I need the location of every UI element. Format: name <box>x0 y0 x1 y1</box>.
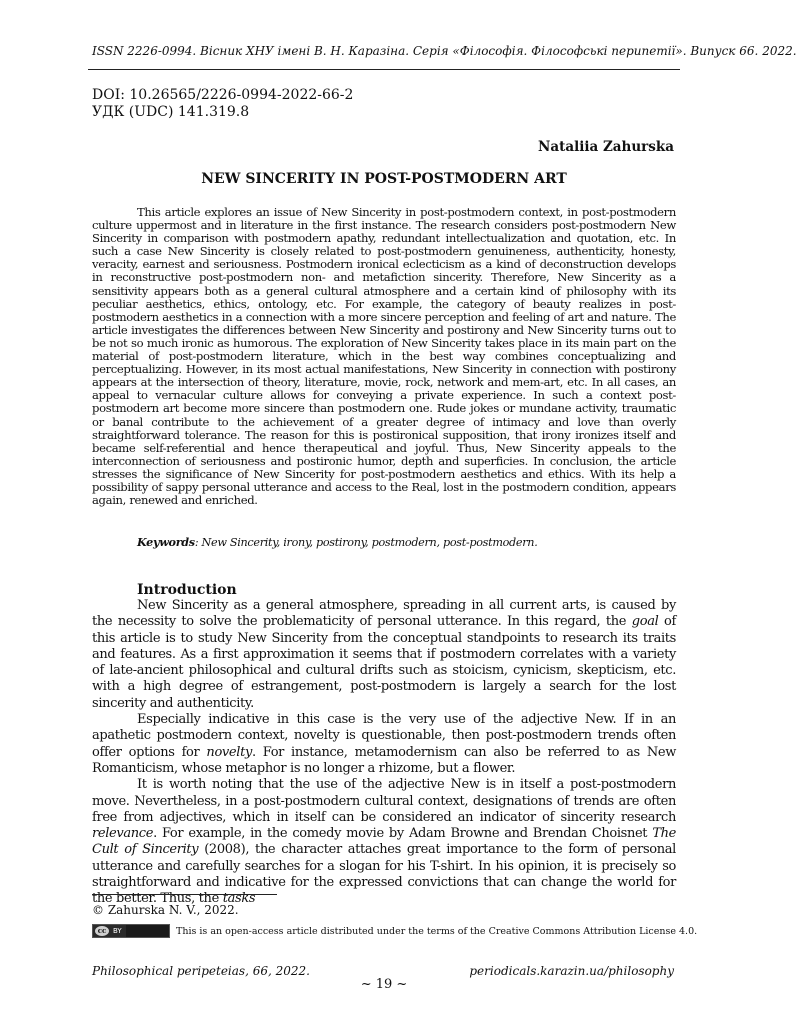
udc-line: УДК (UDC) 141.319.8 <box>92 104 250 120</box>
footer-journal: Philosophical peripeteias, 66, 2022. <box>92 964 310 978</box>
by-label: BY <box>113 927 122 935</box>
paragraph: It is worth noting that the use of the adjective New is in itself a post-postmodern move. Nevertheless, in a post-postmodern cultural context, designations of trends are often free from adjectives, which in itself can be considered an indicator of sincerity research relevance. For example, in the comedy movie by Adam Browne and Brendan Choisnet The Cult of Sincerity (2008), the character attaches great importance to the form of personal utterance and carefully searches for a slogan for his T-shirt. In his opinion, it is precisely so straightforward and indicative for the expressed convictions that can change the world for the better. Thus, the tasks <box>92 777 676 907</box>
article-title: NEW SINCERITY IN POST-POSTMODERN ART <box>201 171 567 187</box>
license-text: This is an open-access article distributed under the terms of the Creative Commons Attribution License 4.0. <box>176 925 698 937</box>
article-meta <box>92 87 353 121</box>
page-number: ~ 19 ~ <box>360 977 408 992</box>
cc-by-license-icon[interactable] <box>92 924 170 938</box>
header-divider <box>88 69 680 70</box>
film-title: The Cult of Sincerity <box>92 826 676 858</box>
copyright-note: © Zahurska N. V., 2022. <box>92 903 239 917</box>
keywords-label: Keywords <box>137 535 195 549</box>
keywords <box>137 535 676 549</box>
footnote-divider <box>92 894 277 895</box>
running-header: ISSN 2226-0994. Вісник ХНУ імені В. Н. Каразіна. Серія «Філософія. Філософські перипетії». Випуск 66. 2022. <box>92 44 797 58</box>
author-name: Nataliia Zahurska <box>538 139 674 155</box>
footer-url[interactable]: periodicals.karazin.ua/philosophy <box>469 964 674 978</box>
emphasis: tasks <box>222 891 256 907</box>
body-text <box>92 598 676 908</box>
keywords-list: : New Sincerity, irony, postirony, postmodern, post-postmodern. <box>194 536 538 549</box>
paragraph: Especially indicative in this case is the very use of the adjective New. If in an apathetic postmodern context, novelty is questionable, then post-postmodern trends often offer options for novelty. For instance, metamodernism can also be referred to as New Romanticism, whose metaphor is no longer a rhizome, but a flower. <box>92 712 676 776</box>
abstract: This article explores an issue of New Sincerity in post-postmodern context, in post-postmodern culture uppermost and in literature in the first instance. The research considers post-postmodern New Sincerity in comparison with postmodern apathy, redundant intellectualization and quotation, etc. In such a case New Sincerity is closely related to post-postmodern genuineness, authenticity, honesty, veracity, earnest and seriousness. Postmodern ironical eclecticism as a kind of deconstruction develops in reconstructive post-postmodern non- and metafiction sincerity. Therefore, New Sincerity as a sensitivity appears both as a general cultural atmosphere and a certain kind of philosophy with its peculiar aesthetics, ethics, ontology, etc. For example, the category of beauty realizes in post-postmodern aesthetics in a connection with a more sincere perception and feeling of art and nature. The article investigates the differences between New Sincerity and postirony and New Sincerity turns out to be not so much ironic as humorous. The exploration of New Sincerity takes place in its main part on the material of post-postmodern literature, which in the best way combines conceptualizing and perceptualizing. However, in its most actual manifestations, New Sincerity in connection with postirony appears at the intersection of theory, literature, movie, rock, network and mem-art, etc. In all cases, an appeal to vernacular culture allows for conveying a private experience. In such a context post-postmodern art become more sincere than postmodern one. Rude jokes or mundane activity, traumatic or banal contribute to the achievement of a greater degree of intimacy and love than overly straightforward tolerance. The reason for this is postironical supposition, that irony ironizes itself and became self-referential and hence therapeutical and joyful. Thus, New Sincerity appeals to the interconnection of seriousness and postironic humor, depth and superficies. In conclusion, the article stresses the significance of New Sincerity for post-postmodern aesthetics and ethics. With its help a possibility of sappy personal utterance and access to the Real, lost in the postmodern condition, appears again, renewed and enriched. <box>92 205 676 508</box>
emphasis: novelty <box>206 744 252 760</box>
emphasis: relevance <box>92 826 154 842</box>
license-note <box>92 924 697 938</box>
section-heading: Introduction <box>137 582 237 598</box>
cc-logo-icon: cc <box>95 926 109 936</box>
paragraph: New Sincerity as a general atmosphere, spreading in all current arts, is caused by the necessity to solve the problematicity of personal utterance. In this regard, the goal of this article is to study New Sincerity from the conceptual standpoints to research its traits and features. As a first approximation it seems that if postmodern correlates with a variety of late-ancient philosophical and cultural drifts such as stoicism, cynicism, skepticism, etc. with a high degree of estrangement, post-postmodern is largely a search for the lost sincerity and authenticity. <box>92 598 676 711</box>
doi-line: DOI: 10.26565/2226-0994-2022-66-2 <box>92 87 354 103</box>
emphasis: goal <box>631 614 659 630</box>
